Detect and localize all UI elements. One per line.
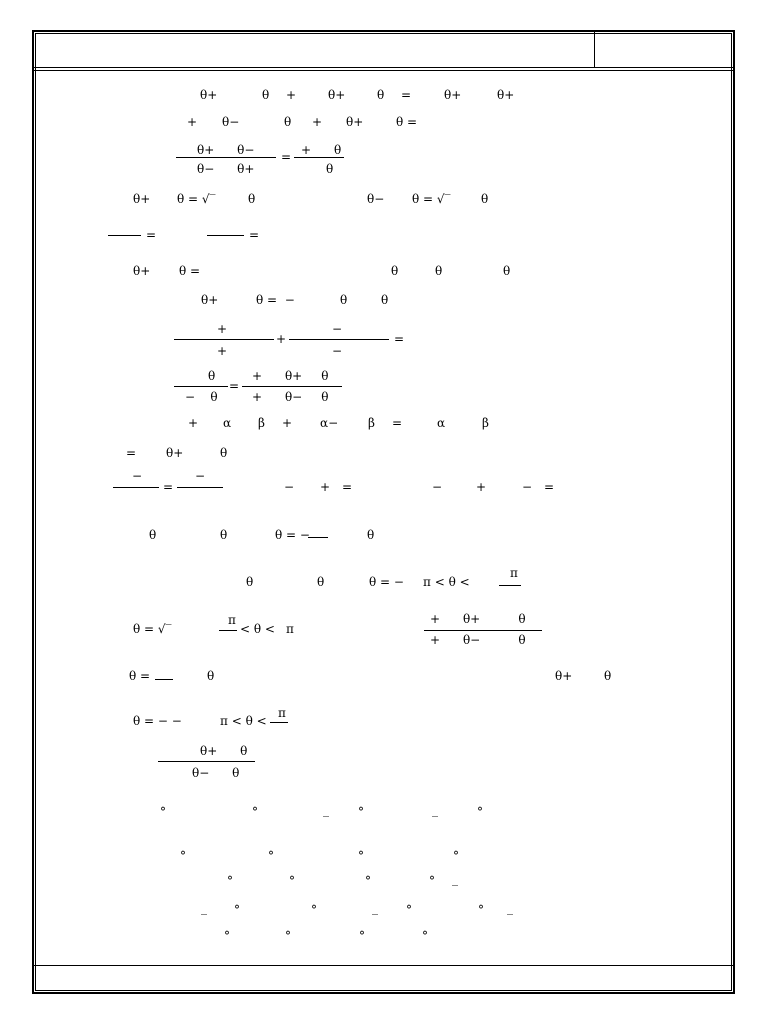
math-token-l9eq: = [229, 379, 240, 393]
math-token-g7: _ [507, 901, 513, 915]
fraction-bar [424, 630, 542, 631]
math-token-d6: ° [477, 805, 483, 819]
fraction-bar [499, 585, 521, 586]
math-token-g5: ° [406, 903, 412, 917]
math-token-e3: ° [358, 849, 364, 863]
math-token-l4f: θ [481, 192, 489, 206]
fraction-bar [113, 487, 159, 488]
math-token-l10d: + [282, 416, 293, 430]
math-token-l3d: θ− θ+ [197, 162, 255, 176]
math-token-l10i: β [482, 416, 489, 430]
math-token-l11a: = [126, 446, 137, 460]
math-token-l1c: + [286, 88, 297, 102]
fraction-bar [177, 487, 223, 488]
math-token-h1: ° [224, 929, 230, 943]
math-token-l10b: α [223, 416, 232, 430]
math-token-l10f: β [368, 416, 375, 430]
math-token-l12n1: − [132, 469, 143, 483]
math-token-l8n2: − [332, 322, 343, 336]
math-token-l8p: + [276, 332, 287, 346]
math-token-l17b: π < θ < [220, 714, 267, 728]
math-token-l13c: θ = − [275, 528, 310, 542]
math-token-l15c: < θ < [240, 622, 275, 636]
math-token-l2f: θ = [396, 115, 418, 129]
fraction-bar [294, 157, 344, 158]
math-token-l4d: θ− [367, 192, 385, 206]
fraction-bar [155, 679, 173, 680]
math-token-l15dd: + θ− θ [430, 633, 526, 647]
math-token-l17c: π [278, 706, 286, 720]
math-token-l3eq: = [281, 150, 292, 164]
math-token-l10h: α [437, 416, 446, 430]
math-token-l4c: θ [248, 192, 256, 206]
math-token-l15n: + θ+ θ [430, 612, 526, 626]
math-token-l8n1: + [217, 322, 228, 336]
math-token-f2: ° [289, 874, 295, 888]
math-token-l9n1: θ [208, 369, 216, 383]
math-token-g3: ° [311, 903, 317, 917]
math-token-d1: ° [160, 805, 166, 819]
header-divider [33, 67, 735, 68]
math-token-l3n: θ+ θ− [197, 143, 255, 157]
math-token-l18n: θ+ θ [200, 744, 248, 758]
math-token-l12b: + [320, 480, 331, 494]
math-token-l8d2: − [332, 344, 343, 358]
math-token-f5: _ [452, 872, 458, 886]
math-token-g6: ° [478, 903, 484, 917]
fraction-bar [308, 537, 328, 538]
math-token-l12g: = [544, 480, 555, 494]
math-token-l1e: θ [377, 88, 385, 102]
math-token-l12eq: = [163, 480, 174, 494]
math-token-l3n2: + θ [301, 143, 342, 157]
math-token-h3: ° [359, 929, 365, 943]
math-token-l7d: θ [381, 293, 389, 307]
page-inner-frame [35, 33, 732, 991]
math-token-l13a: θ [149, 528, 157, 542]
math-token-l9n2: + θ+ θ [252, 369, 329, 383]
math-token-l18d: θ− θ [192, 766, 240, 780]
fraction-bar [158, 761, 255, 762]
fraction-bar [219, 630, 237, 631]
math-token-l6a: θ+ [133, 264, 151, 278]
math-token-l17a: θ = − − [133, 714, 182, 728]
fraction-bar [176, 157, 276, 158]
math-token-l2e: θ+ [346, 115, 364, 129]
math-token-l7a: θ+ [201, 293, 219, 307]
math-token-l12c: = [342, 480, 353, 494]
math-token-l13d: θ [367, 528, 375, 542]
math-token-h4: ° [422, 929, 428, 943]
math-token-l2c: θ [284, 115, 292, 129]
math-token-l1g: θ+ [444, 88, 462, 102]
math-token-l9d1: − θ [185, 390, 218, 404]
math-token-e2: ° [268, 849, 274, 863]
math-token-l15b: π [228, 613, 236, 627]
header-cell-divider [594, 31, 595, 68]
math-token-l13b: θ [220, 528, 228, 542]
fraction-bar [207, 235, 244, 236]
math-token-l5b: = [249, 228, 260, 242]
math-token-l1a: θ+ [200, 88, 218, 102]
header-divider-2 [33, 70, 735, 71]
math-token-l14d: π < θ < [423, 575, 470, 589]
math-token-l16a: θ = [129, 669, 151, 683]
math-token-l7c: θ [340, 293, 348, 307]
math-token-f1: ° [227, 874, 233, 888]
math-token-l12a: − [284, 480, 295, 494]
math-token-l11b: θ+ [166, 446, 184, 460]
fraction-bar [108, 235, 141, 236]
math-token-l12f: − [522, 480, 533, 494]
math-token-l11c: θ [220, 446, 228, 460]
math-token-d3: _ [323, 803, 329, 817]
math-token-d2: ° [252, 805, 258, 819]
math-token-l2b: θ− [222, 115, 240, 129]
math-token-l5a: = [146, 228, 157, 242]
math-token-l14b: θ [317, 575, 325, 589]
math-token-l2d: + [312, 115, 323, 129]
math-token-l6d: θ [435, 264, 443, 278]
math-token-l12d: − [432, 480, 443, 494]
math-token-l16d: θ [604, 669, 612, 683]
math-token-l16b: θ [207, 669, 215, 683]
math-token-l14a: θ [246, 575, 254, 589]
math-token-g2: ° [234, 903, 240, 917]
fraction-bar [242, 386, 342, 387]
math-token-l3d2: θ [326, 162, 334, 176]
math-token-l10c: β [258, 416, 265, 430]
math-token-l10e: α− [320, 416, 339, 430]
math-token-l15d: π [286, 622, 294, 636]
math-token-l1b: θ [262, 88, 270, 102]
fraction-bar [174, 339, 274, 340]
math-token-l4b: θ = √‾ [177, 192, 216, 206]
math-token-l7b: θ = − [256, 293, 295, 307]
math-token-l1f: = [401, 88, 412, 102]
math-token-l10a: + [188, 416, 199, 430]
math-token-l12n2: − [195, 469, 206, 483]
math-token-l15a: θ = √‾ [133, 622, 172, 636]
math-token-l8eq: = [394, 332, 405, 346]
math-token-l10g: = [392, 416, 403, 430]
math-token-l14c: θ = − [369, 575, 404, 589]
fraction-bar [289, 339, 389, 340]
math-token-l6c: θ [391, 264, 399, 278]
math-token-l14e: π [510, 566, 518, 580]
math-token-l4a: θ+ [133, 192, 151, 206]
math-token-l2a: + [187, 115, 198, 129]
math-token-l4e: θ = √‾ [412, 192, 451, 206]
math-token-l16c: θ+ [555, 669, 573, 683]
footer-divider [33, 965, 735, 966]
math-token-g1: _ [201, 901, 207, 915]
math-token-g4: _ [372, 901, 378, 915]
math-token-l6b: θ = [179, 264, 201, 278]
math-token-e4: ° [453, 849, 459, 863]
math-token-l12e: + [476, 480, 487, 494]
math-token-f4: ° [429, 874, 435, 888]
math-token-l8d1: + [217, 344, 228, 358]
fraction-bar [270, 722, 288, 723]
fraction-bar [174, 386, 228, 387]
math-token-e1: ° [180, 849, 186, 863]
math-token-d5: _ [432, 803, 438, 817]
math-token-l1h: θ+ [497, 88, 515, 102]
math-token-l1d: θ+ [328, 88, 346, 102]
math-token-l9d2: + θ− θ [252, 390, 329, 404]
math-token-h2: ° [285, 929, 291, 943]
math-token-f3: ° [365, 874, 371, 888]
math-token-d4: ° [358, 805, 364, 819]
math-token-l6e: θ [503, 264, 511, 278]
